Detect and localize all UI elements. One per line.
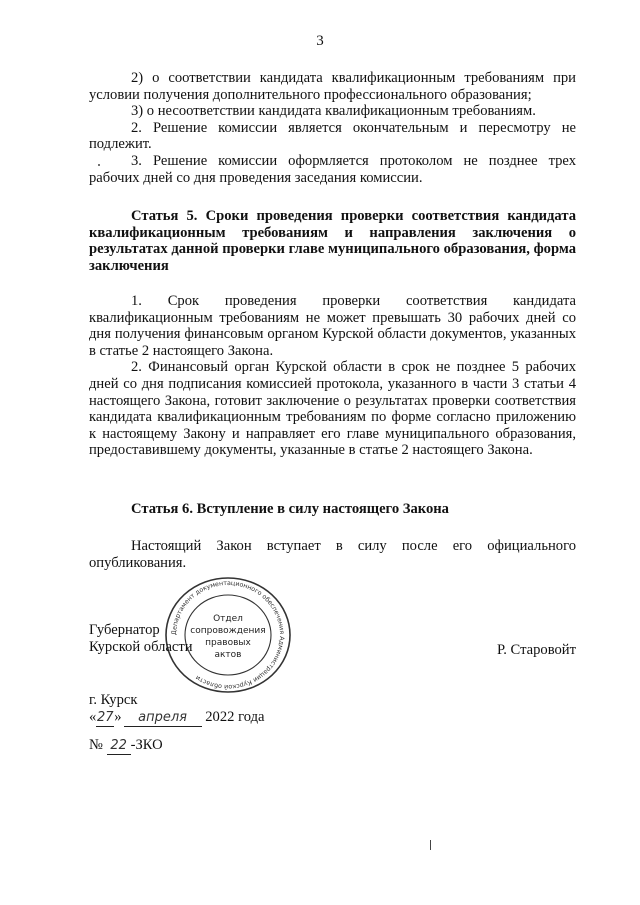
paragraph: Настоящий Закон вступает в силу после его официального опубликования. — [89, 538, 576, 571]
paragraph: 2. Финансовый орган Курской области в срок не позднее 5 рабочих дней со дня подписания комиссией протокола, указанного в части 3 статьи 4 настоящего Закона, готовит заключение о результатах проверки соответствия кандидата квалификационным требованиям по форме согласно приложению к настоящему Закону и направляет его главе муниципального образования, предоставившему документы, указанные в статье 2 настоящего Закона. — [89, 359, 576, 459]
paragraph: 3. Решение комиссии оформляется протоколом не позднее трех рабочих дней со дня проведения заседания комиссии. — [89, 152, 576, 186]
paragraph: 2. Решение комиссии является окончательным и пересмотру не подлежит. — [89, 119, 576, 153]
signatory-position-line: Курской области — [89, 639, 193, 655]
article-6 — [89, 501, 576, 518]
date-quote-open: « — [89, 709, 97, 725]
date-line — [89, 709, 576, 727]
paragraph: 1. Срок проведения проверки соответствия кандидата квалификационным требованиям не может превышать 30 рабочих дней со дня получения финансовым органом Курской области документов, указанных в статье 2 настоящего Закона. — [89, 293, 576, 359]
signature-block — [89, 622, 576, 662]
article-5-title: Статья 5. Сроки проведения проверки соответствия кандидата квалификационным требованиям и направления заключения о результатах данной проверки главе муниципального образования, форма заключения — [89, 208, 576, 274]
scan-speck — [98, 164, 100, 166]
signatory-position-line: Губернатор — [89, 622, 160, 638]
stamp-ring-text: Департамент документационного обеспечения Администрации Курской области — [170, 579, 286, 691]
signatory-name: Р. Старовойт — [496, 642, 576, 658]
date-month: апреля — [124, 709, 202, 727]
number-suffix: -ЗКО — [130, 737, 163, 753]
stamp-line: актов — [214, 650, 242, 660]
paragraph: 3) о несоответствии кандидата квалификационным требованиям. — [131, 103, 536, 120]
paragraph: 2) о соответствии кандидата квалификационным требованиям при условии получения дополнительного профессионального образования; — [89, 70, 576, 103]
article-6-body — [89, 538, 576, 571]
top-paragraphs — [89, 70, 576, 186]
date-year: 2022 года — [205, 709, 265, 725]
date-quote-close: » — [114, 709, 122, 725]
law-number-line — [89, 737, 576, 755]
stamp-line: правовых — [205, 638, 251, 648]
article-5-body — [89, 293, 576, 459]
stamp-line: сопровождения — [190, 626, 266, 636]
date-day: 27 — [97, 710, 114, 725]
law-number: 22 — [107, 737, 131, 755]
signatory-position — [89, 622, 193, 656]
city: г. Курск — [89, 692, 138, 708]
stamp-line: Отдел — [213, 614, 243, 624]
scan-speck — [430, 840, 431, 850]
footer-block — [89, 692, 576, 755]
page-number: 3 — [316, 33, 324, 49]
number-prefix: № — [89, 737, 103, 753]
article-6-title: Статья 6. Вступление в силу настоящего Закона — [131, 501, 449, 517]
article-5 — [89, 208, 576, 274]
